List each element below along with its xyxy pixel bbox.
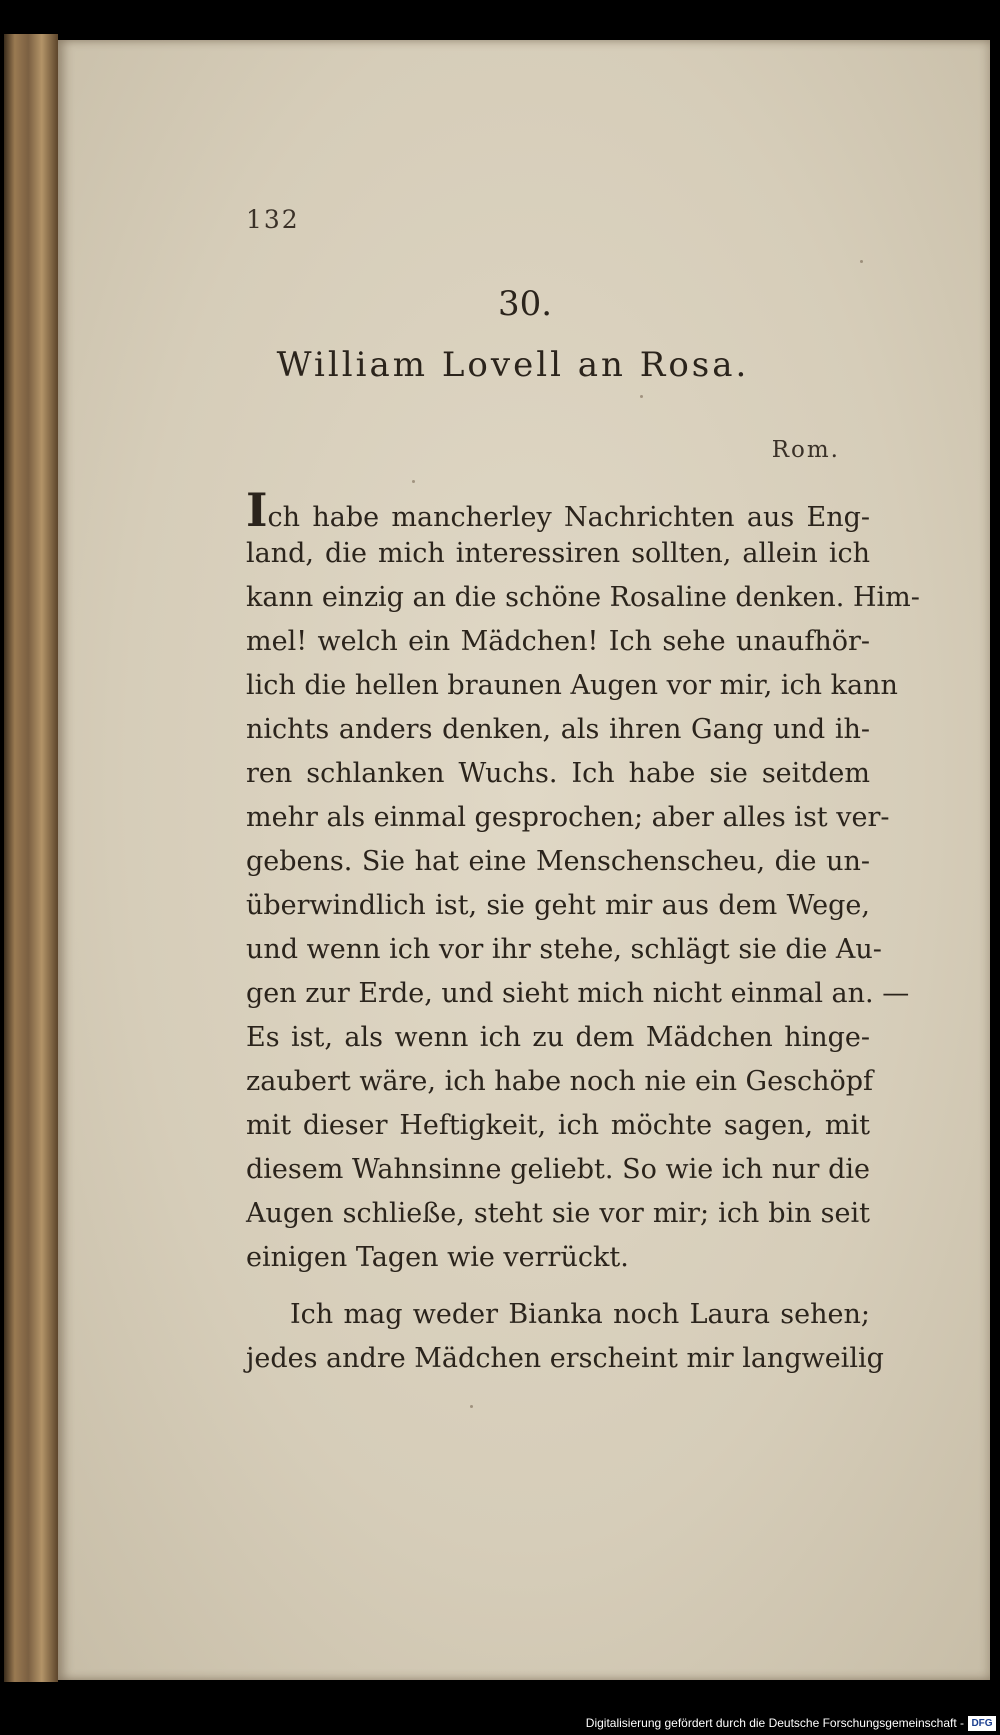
paper-speck [860,260,863,263]
body-line: kann einzig an die schöne Rosaline denken. Him- [246,582,920,613]
body-line: gebens. Sie hat eine Menschenscheu, die un- [246,846,870,877]
body-line: nichts anders denken, als ihren Gang und ih- [246,714,870,745]
book-fore-edge [4,34,58,1682]
body-line: überwindlich ist, sie geht mir aus dem Wege, [246,890,870,921]
body-line: Ich habe mancherley Nachrichten aus Eng- [246,483,870,537]
paper-speck [470,1405,473,1408]
paper-speck [640,395,643,398]
body-line: mel! welch ein Mädchen! Ich sehe unaufhör- [246,626,870,657]
body-line: Augen schließe, steht sie vor mir; ich bin seit [246,1198,870,1229]
body-line: einigen Tagen wie verrückt. [246,1242,629,1273]
dfg-logo: DFG [968,1716,996,1731]
chapter-number: 30. [497,284,553,324]
body-line: Ich mag weder Bianka noch Laura sehen; [290,1299,870,1330]
body-line: Es ist, als wenn ich zu dem Mädchen hinge- [246,1022,870,1053]
letter-heading: William Lovell an Rosa. [276,345,750,385]
body-line: diesem Wahnsinne geliebt. So wie ich nur die [246,1154,870,1185]
body-line: land, die mich interessiren sollten, allein ich [246,538,870,569]
body-line: zaubert wäre, ich habe noch nie ein Geschöpf [246,1066,873,1097]
body-line: mehr als einmal gesprochen; aber alles ist ver- [246,802,890,833]
funding-credit: Digitalisierung gefördert durch die Deutsche Forschungsgemeinschaft - [585,1716,964,1730]
page-number: 132 [246,205,300,234]
body-line: ren schlanken Wuchs. Ich habe sie seitdem [246,758,870,789]
body-line: lich die hellen braunen Augen vor mir, ich kann [246,670,898,701]
paper-speck [412,480,415,483]
body-line: mit dieser Heftigkeit, ich möchte sagen, mit [246,1110,870,1141]
body-line: und wenn ich vor ihr stehe, schlägt sie die Au- [246,934,882,965]
body-line: gen zur Erde, und sieht mich nicht einmal an. — [246,978,910,1009]
place-line: Rom. [771,437,840,463]
body-line: jedes andre Mädchen erscheint mir langweilig [246,1343,884,1374]
